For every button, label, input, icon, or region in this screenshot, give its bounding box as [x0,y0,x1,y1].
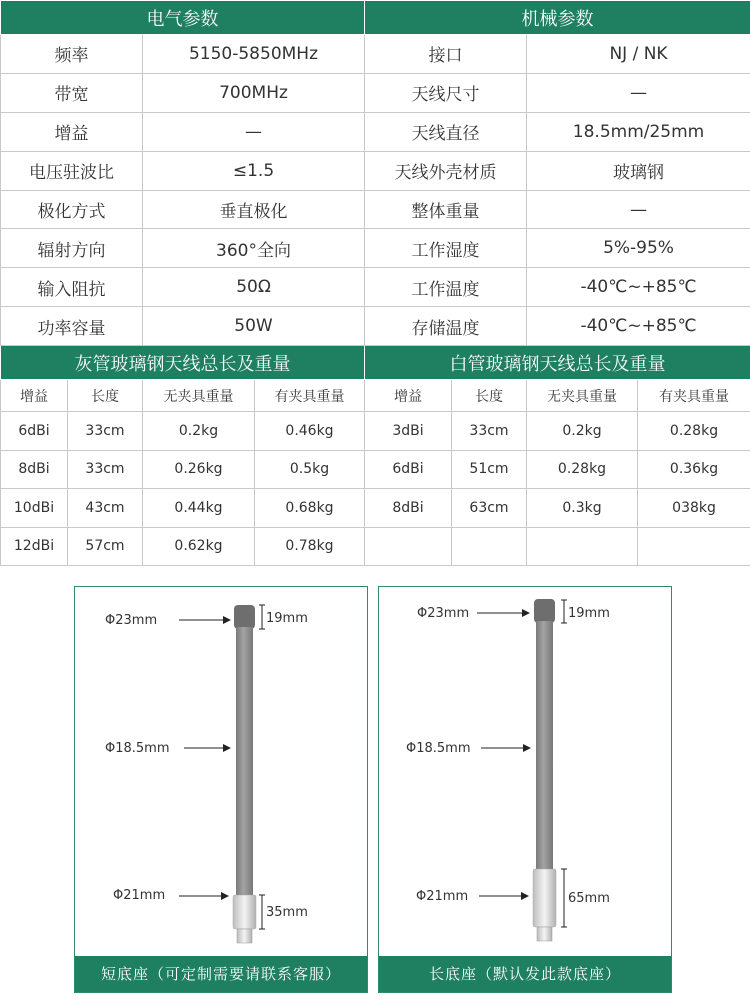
long-base-diameter: Φ21mm [416,889,469,904]
mechanical-value: 玻璃钢 [527,151,750,190]
gray-cell: 0.2kg [143,412,255,451]
spec-row [1,190,750,229]
mechanical-label: 天线直径 [365,112,527,151]
short-body-diameter: Φ18.5mm [105,741,170,756]
spec-row [1,112,750,151]
mechanical-value: 18.5mm/25mm [527,112,750,151]
mechanical-value: 5%-95% [527,229,750,268]
gray-cell: 10dBi [1,489,68,528]
electrical-label: 频率 [1,35,143,74]
mechanical-value: -40℃~+85℃ [527,268,750,307]
white-cell: 6dBi [365,450,452,489]
gray-header-length: 长度 [68,380,143,412]
white-header-length: 长度 [452,380,527,412]
antenna-illustration [533,599,556,941]
gray-cell: 0.26kg [143,450,255,489]
electrical-value: 50W [143,307,365,346]
electrical-label: 增益 [1,112,143,151]
long-base-caption: 长底座（默认发此款底座） [379,956,671,992]
white-cell: 51cm [452,450,527,489]
mechanical-value: — [527,190,750,229]
mechanical-value: -40℃~+85℃ [527,307,750,346]
white-cell: 33cm [452,412,527,451]
spec-row [1,35,750,74]
weight-row [1,527,750,566]
mechanical-value: — [527,73,750,112]
mechanical-label: 天线尺寸 [365,73,527,112]
gray-cell: 43cm [68,489,143,528]
electrical-label: 辐射方向 [1,229,143,268]
weight-row [1,450,750,489]
mechanical-label: 天线外壳材质 [365,151,527,190]
spec-row [1,73,750,112]
gray-cell: 0.46kg [255,412,365,451]
spec-row [1,151,750,190]
long-base-diagram [379,587,673,959]
mechanical-label: 存储温度 [365,307,527,346]
gray-header-gain: 增益 [1,380,68,412]
electrical-label: 输入阻抗 [1,268,143,307]
electrical-value: ≤1.5 [143,151,365,190]
electrical-value: 50Ω [143,268,365,307]
white-cell: 0.36kg [638,450,750,489]
mechanical-label: 工作温度 [365,268,527,307]
gray-cell: 0.78kg [255,527,365,566]
white-cell: 8dBi [365,489,452,528]
short-base-diagram [75,587,369,959]
gray-cell: 6dBi [1,412,68,451]
white-header-gain: 增益 [365,380,452,412]
gray-cell: 57cm [68,527,143,566]
white-cell: 0.2kg [527,412,638,451]
gray-header-weight-no-clamp: 无夹具重量 [143,380,255,412]
white-cell: 0.28kg [638,412,750,451]
short-base-length: 35mm [266,905,308,920]
white-tube-title: 白管玻璃钢天线总长及重量 [365,346,750,380]
gray-cell: 8dBi [1,450,68,489]
gray-cell: 12dBi [1,527,68,566]
white-cell: 038kg [638,489,750,528]
short-base-diameter: Φ21mm [113,888,166,903]
electrical-value: 垂直极化 [143,190,365,229]
white-cell [527,527,638,566]
long-top-diameter: Φ23mm [417,606,470,621]
white-cell [452,527,527,566]
gray-cell: 0.5kg [255,450,365,489]
white-header-weight-clamp: 有夹具重量 [638,380,750,412]
mechanical-label: 接口 [365,35,527,74]
gray-tube-title: 灰管玻璃钢天线总长及重量 [1,346,365,380]
white-cell: 3dBi [365,412,452,451]
electrical-title: 电气参数 [1,1,365,35]
long-base-panel [378,586,672,993]
gray-cell: 0.68kg [255,489,365,528]
short-base-panel [74,586,368,993]
gray-cell: 33cm [68,450,143,489]
white-cell [365,527,452,566]
spec-row [1,307,750,346]
electrical-value: 700MHz [143,73,365,112]
electrical-label: 电压驻波比 [1,151,143,190]
weight-row [1,412,750,451]
long-base-length: 65mm [568,891,610,906]
short-top-length: 19mm [266,611,308,626]
electrical-value: 5150-5850MHz [143,35,365,74]
mechanical-label: 工作湿度 [365,229,527,268]
gray-cell: 0.62kg [143,527,255,566]
long-body-diameter: Φ18.5mm [406,741,471,756]
short-base-caption: 短底座（可定制需要请联系客服） [75,956,367,992]
weight-header-row [1,380,750,412]
white-cell: 0.28kg [527,450,638,489]
electrical-label: 功率容量 [1,307,143,346]
spec-row [1,268,750,307]
white-cell: 0.3kg [527,489,638,528]
white-cell [638,527,750,566]
antenna-illustration [233,605,256,943]
electrical-value: — [143,112,365,151]
mechanical-label: 整体重量 [365,190,527,229]
electrical-label: 带宽 [1,73,143,112]
gray-header-weight-clamp: 有夹具重量 [255,380,365,412]
electrical-label: 极化方式 [1,190,143,229]
white-cell: 63cm [452,489,527,528]
short-top-diameter: Φ23mm [105,613,158,628]
gray-cell: 0.44kg [143,489,255,528]
electrical-value: 360°全向 [143,229,365,268]
gray-cell: 33cm [68,412,143,451]
white-header-weight-no-clamp: 无夹具重量 [527,380,638,412]
weight-row [1,489,750,528]
mechanical-value: NJ / NK [527,35,750,74]
spec-row [1,229,750,268]
long-top-length: 19mm [568,606,610,621]
mechanical-title: 机械参数 [365,1,750,35]
